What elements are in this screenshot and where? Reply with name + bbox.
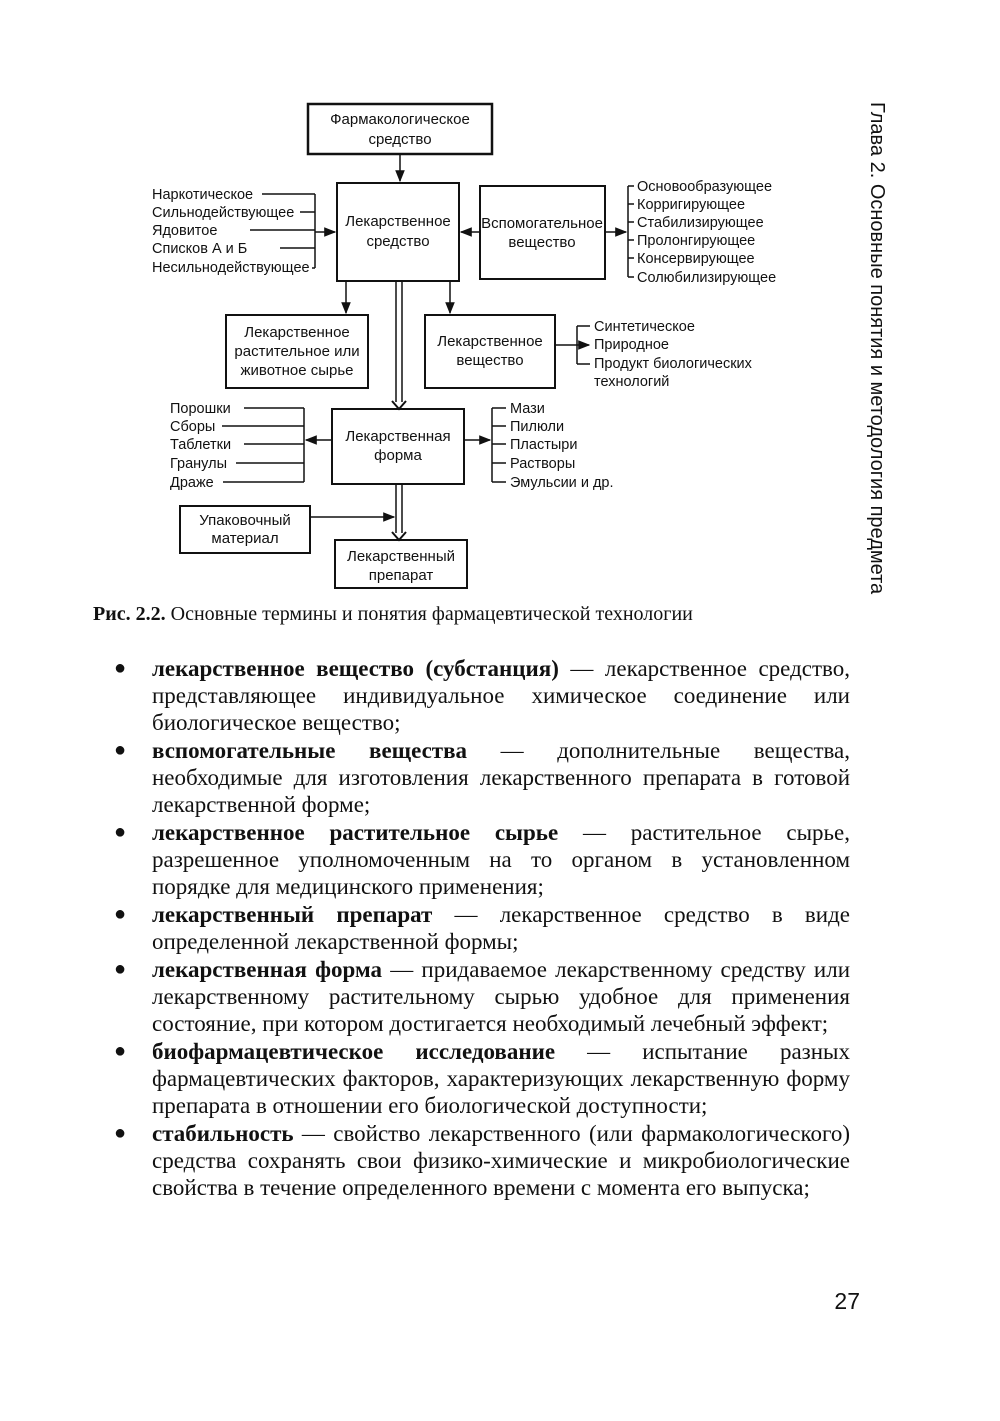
term-definition: — испытание разных фармацевтических факторов, характеризующих лекарственную форму препарата в отношении его биологической доступности; [152,1039,850,1118]
form-right-item: Пластыри [510,437,578,453]
excipient-role: Основообразующее [637,179,773,195]
arrow-form-to-product [392,532,406,540]
category-item: Списков А и Б [152,241,248,257]
excipient-role: Пролонгирующее [637,233,756,249]
excipient-label-line2: вещество [508,234,576,251]
product-label-line1: Лекарственный [346,548,456,565]
form-label-line2: форма [374,447,422,464]
category-item: Ядовитое [152,223,218,239]
term-definition: — свойство лекарственного (или фармакологического) средства сохранять свои физико-химические и микробиологические свойства в течение определенного времени с момента его выпуска; [152,1121,850,1200]
box-drug [337,183,459,281]
packaging-label-line2: материал [211,530,279,547]
term-name: биофармацевтическое исследование [152,1039,556,1064]
raw-label-line1: Лекарственное [244,324,350,341]
term-name: вспомогательные вещества [152,738,467,763]
list-item [110,1120,850,1201]
term-definition: — лекарственное средство в виде определенной лекарственной формы; [152,902,850,954]
excipient-label-line1: Вспомогательное [481,215,603,232]
form-right-item: Растворы [510,456,576,472]
packaging-label-line1: Упаковочный [199,512,291,529]
substance-label-line2: вещество [456,352,524,369]
term-definition: — растительное сырье, разрешенное уполномоченным на то органом в установленном порядке для медицинского применения; [152,820,850,899]
bullet-icon: ● [114,739,127,761]
terms-list [110,655,850,1202]
bullet-icon: ● [114,1040,127,1062]
substance-label-line1: Лекарственное [437,333,543,350]
list-item [110,819,850,900]
top-label-line1: Фармакологическое [330,111,470,128]
term-name: лекарственное вещество (субстанция) [152,656,559,681]
arrow-drug-to-form [392,401,406,409]
bullet-icon: ● [114,1122,127,1144]
term-name: стабильность [152,1121,294,1146]
excipient-role: Стабилизирующее [637,215,764,231]
substance-type: Синтетическое [594,319,695,335]
category-item: Сильнодействующее [152,205,295,221]
form-label-line1: Лекарственная [345,428,451,445]
substance-type: Продукт биологических [594,356,752,372]
raw-label-line2: растительное или [234,343,360,360]
substance-type-continued: технологий [594,374,670,390]
term-name: лекарственная форма [152,957,382,982]
drug-label-line2: средство [366,233,430,250]
page-number: 27 [834,1288,860,1314]
drug-label-line1: Лекарственное [345,213,451,230]
category-item: Несильнодействующее [152,260,310,276]
terms-diagram [0,0,1000,600]
category-item: Наркотическое [152,187,254,203]
list-item [110,1038,850,1119]
list-item [110,901,850,955]
list-item [110,956,850,1037]
form-left-item: Таблетки [170,437,232,453]
term-definition: — придаваемое лекарственному средству или лекарственному растительному сырью удобное для применения состояние, при котором достигается необходимый лечебный эффект; [152,957,851,1036]
form-left-item: Драже [170,475,214,491]
bullet-icon: ● [114,821,127,843]
product-label-line2: препарат [368,567,434,584]
list-item [110,655,850,736]
raw-label-line3: животное сырье [240,362,354,379]
excipient-role: Солюбилизирующее [637,270,777,286]
excipient-role: Корригирующее [637,197,746,213]
box-excipient [480,186,605,279]
term-name: лекарственное растительное сырье [152,820,559,845]
figure-label: Рис. 2.2. [93,603,166,625]
excipient-role: Консервирующее [637,251,755,267]
bullet-icon: ● [114,657,127,679]
form-right-item: Пилюли [510,419,565,435]
substance-type: Природное [594,337,669,353]
figure-caption-text: Основные термины и понятия фармацевтической технологии [170,603,693,625]
form-left-item: Сборы [170,419,216,435]
bullet-icon: ● [114,903,127,925]
form-right-item: Эмульсии и др. [510,475,614,491]
top-label-line2: средство [368,131,432,148]
bullet-icon: ● [114,958,127,980]
list-item [110,737,850,818]
form-right-item: Мази [510,401,545,417]
term-definition: — лекарственное средство, представляющее индивидуальное химическое соединение или биологическое вещество; [152,656,850,735]
figure-caption [93,603,853,626]
form-left-item: Порошки [170,401,231,417]
term-definition: — дополнительные вещества, необходимые для изготовления лекарственного препарата в готовой лекарственной форме; [152,738,851,817]
term-name: лекарственный препарат [152,902,433,927]
form-left-item: Гранулы [170,456,227,472]
running-head: Глава 2. Основные понятия и методология предмета [866,102,888,595]
